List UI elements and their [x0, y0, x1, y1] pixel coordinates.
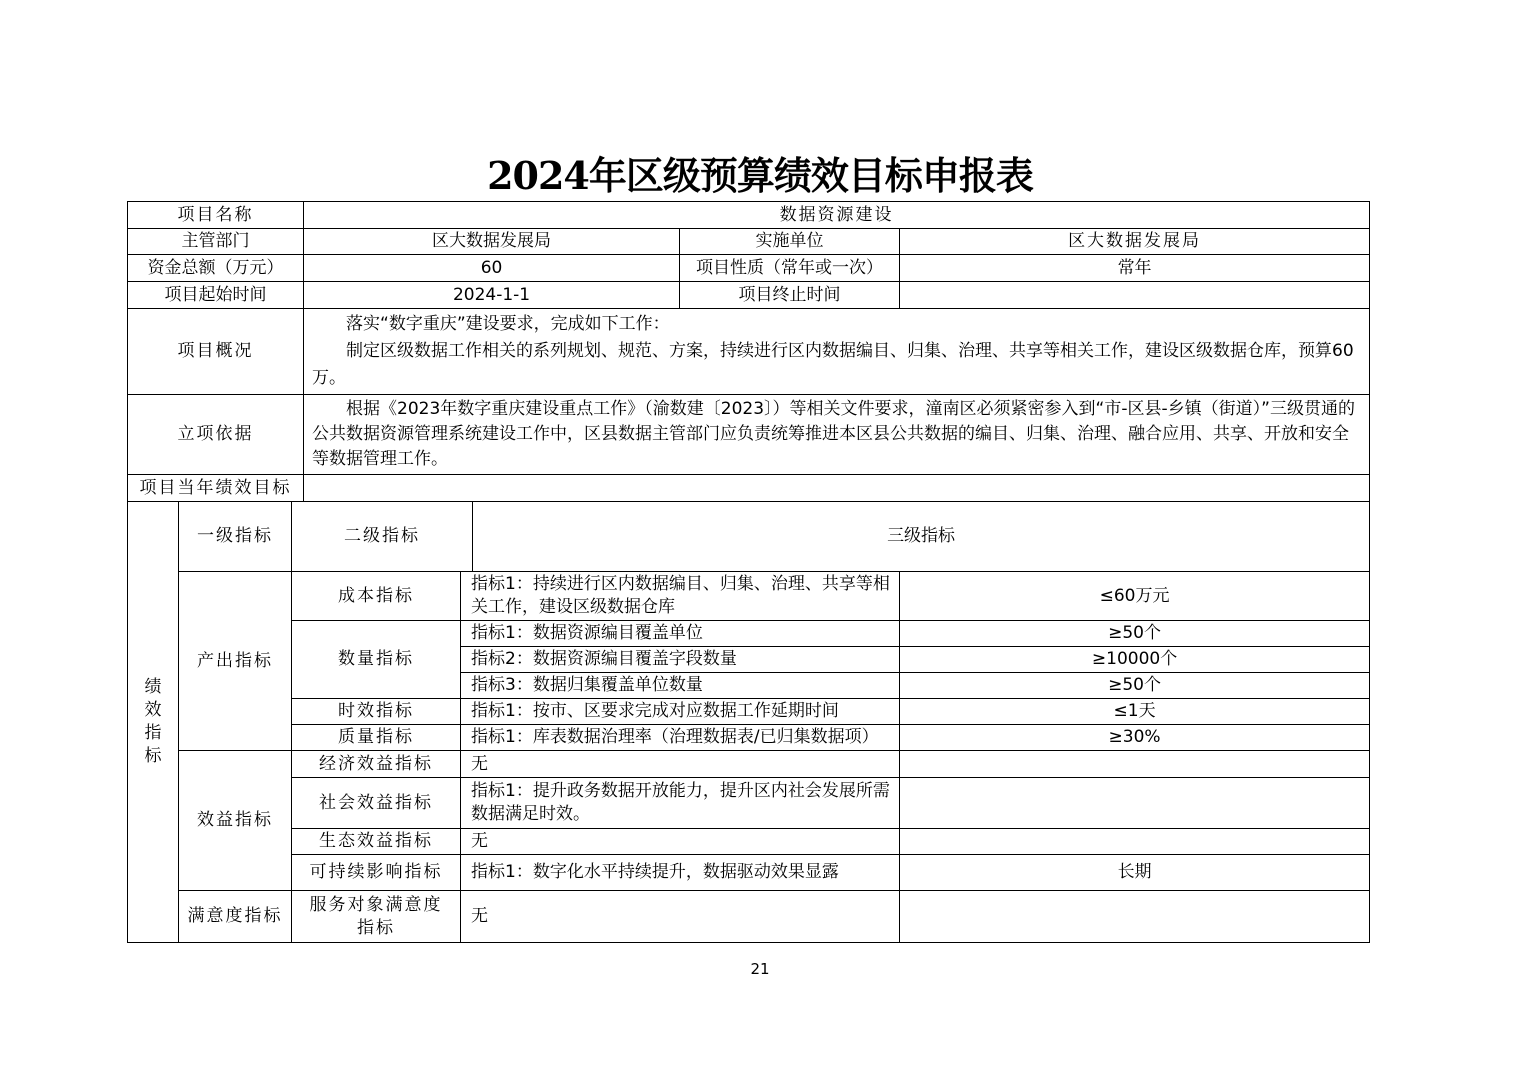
row-fund [128, 255, 1370, 282]
table-row [128, 855, 1370, 891]
project-name-value: 数据资源建设 [304, 202, 1370, 229]
side-char: 标 [144, 746, 162, 766]
department-label: 主管部门 [128, 229, 304, 255]
level2-cell: 生态效益指标 [292, 829, 461, 855]
page-title: 2024年区级预算绩效目标申报表 [487, 153, 1033, 198]
performance-indicator-side-label [128, 502, 179, 943]
level2-cell: 社会效益指标 [292, 778, 461, 829]
level2-cell: 可持续影响指标 [292, 855, 461, 891]
project-name-label: 项目名称 [128, 202, 304, 229]
overview-content [304, 309, 1370, 395]
row-department [128, 229, 1370, 255]
value-cell: ≥50个 [900, 673, 1370, 699]
start-time-value: 2024-1-1 [304, 282, 680, 309]
table-row [128, 725, 1370, 751]
level3-cell: 指标1：数据资源编目覆盖单位 [461, 621, 900, 647]
table-row [128, 891, 1370, 943]
table-row [128, 829, 1370, 855]
value-cell: ≥30% [900, 725, 1370, 751]
level3-cell: 无 [461, 751, 900, 778]
value-cell: ≤60万元 [900, 572, 1370, 621]
level2-cell: 质量指标 [292, 725, 461, 751]
value-cell [900, 829, 1370, 855]
satisfaction-indicator-label: 满意度指标 [179, 891, 292, 943]
level3-cell: 指标1：按市、区要求完成对应数据工作延期时间 [461, 699, 900, 725]
level3-cell: 指标3：数据归集覆盖单位数量 [461, 673, 900, 699]
value-cell [900, 891, 1370, 943]
side-char: 绩 [144, 677, 162, 697]
row-annual-goal [128, 475, 1370, 502]
level2-cell: 时效指标 [292, 699, 461, 725]
value-cell: 长期 [900, 855, 1370, 891]
basis-content [304, 395, 1370, 475]
table-row [128, 572, 1370, 621]
side-char: 指 [144, 723, 162, 743]
level3-cell: 无 [461, 829, 900, 855]
level3-cell: 指标1：持续进行区内数据编目、归集、治理、共享等相关工作，建设区级数据仓库 [461, 572, 900, 621]
row-basis [128, 395, 1370, 475]
level2-cell: 成本指标 [292, 572, 461, 621]
basis-label: 立项依据 [128, 395, 304, 475]
level3-cell: 指标1：库表数据治理率（治理数据表/已归集数据项） [461, 725, 900, 751]
annual-goal-value [304, 475, 1370, 502]
basis-paragraph: 根据《2023年数字重庆建设重点工作》（渝数建〔2023〕）等相关文件要求，潼南区必须紧密参入到“市-区县-乡镇（街道）”三级贯通的公共数据资源管理系统建设工作中，区县数据主管部门应负责统筹推进本区县公共数据的编目、归集、治理、融合应用、共享、开放和安全等数据管理工作。 [312, 399, 1355, 469]
overview-paragraph-2: 制定区级数据工作相关的系列规划、规范、方案，持续进行区内数据编目、归集、治理、共享等相关工作，建设区级数据仓库，预算60万。 [312, 341, 1354, 388]
value-cell: ≥10000个 [900, 647, 1370, 673]
annual-goal-label: 项目当年绩效目标 [128, 475, 304, 502]
implementing-unit-value: 区大数据发展局 [900, 229, 1370, 255]
output-indicator-label: 产出指标 [179, 572, 292, 751]
value-cell [900, 778, 1370, 829]
implementing-unit-label: 实施单位 [680, 229, 900, 255]
table-row [128, 621, 1370, 647]
project-nature-label: 项目性质（常年或一次） [680, 255, 900, 282]
project-nature-value: 常年 [900, 255, 1370, 282]
start-time-label: 项目起始时间 [128, 282, 304, 309]
overview-label: 项目概况 [128, 309, 304, 395]
value-cell [900, 751, 1370, 778]
overview-paragraph-1: 落实“数字重庆”建设要求，完成如下工作： [346, 314, 670, 334]
level3-cell: 无 [461, 891, 900, 943]
header-level2: 二级指标 [292, 502, 473, 572]
table-row [128, 778, 1370, 829]
fund-total-label: 资金总额（万元） [128, 255, 304, 282]
table-row [128, 751, 1370, 778]
side-char: 效 [144, 700, 162, 720]
department-value: 区大数据发展局 [304, 229, 680, 255]
indicator-header-row [128, 502, 1370, 572]
value-cell: ≥50个 [900, 621, 1370, 647]
end-time-value [900, 282, 1370, 309]
header-level1: 一级指标 [179, 502, 292, 572]
value-cell: ≤1天 [900, 699, 1370, 725]
end-time-label: 项目终止时间 [680, 282, 900, 309]
level2-cell: 数量指标 [292, 621, 461, 699]
level3-cell: 指标2：数据资源编目覆盖字段数量 [461, 647, 900, 673]
row-overview [128, 309, 1370, 395]
level2-cell: 服务对象满意度指标 [292, 891, 461, 943]
row-project-name [128, 202, 1370, 229]
page-number: 21 [750, 960, 770, 978]
level3-cell: 指标1：提升政务数据开放能力，提升区内社会发展所需数据满足时效。 [461, 778, 900, 829]
header-level3: 三级指标 [473, 502, 1370, 572]
fund-total-value: 60 [304, 255, 680, 282]
row-time [128, 282, 1370, 309]
benefit-indicator-label: 效益指标 [179, 751, 292, 891]
level2-cell: 经济效益指标 [292, 751, 461, 778]
budget-performance-table [127, 201, 1370, 943]
table-row [128, 699, 1370, 725]
level3-cell: 指标1：数字化水平持续提升，数据驱动效果显露 [461, 855, 900, 891]
